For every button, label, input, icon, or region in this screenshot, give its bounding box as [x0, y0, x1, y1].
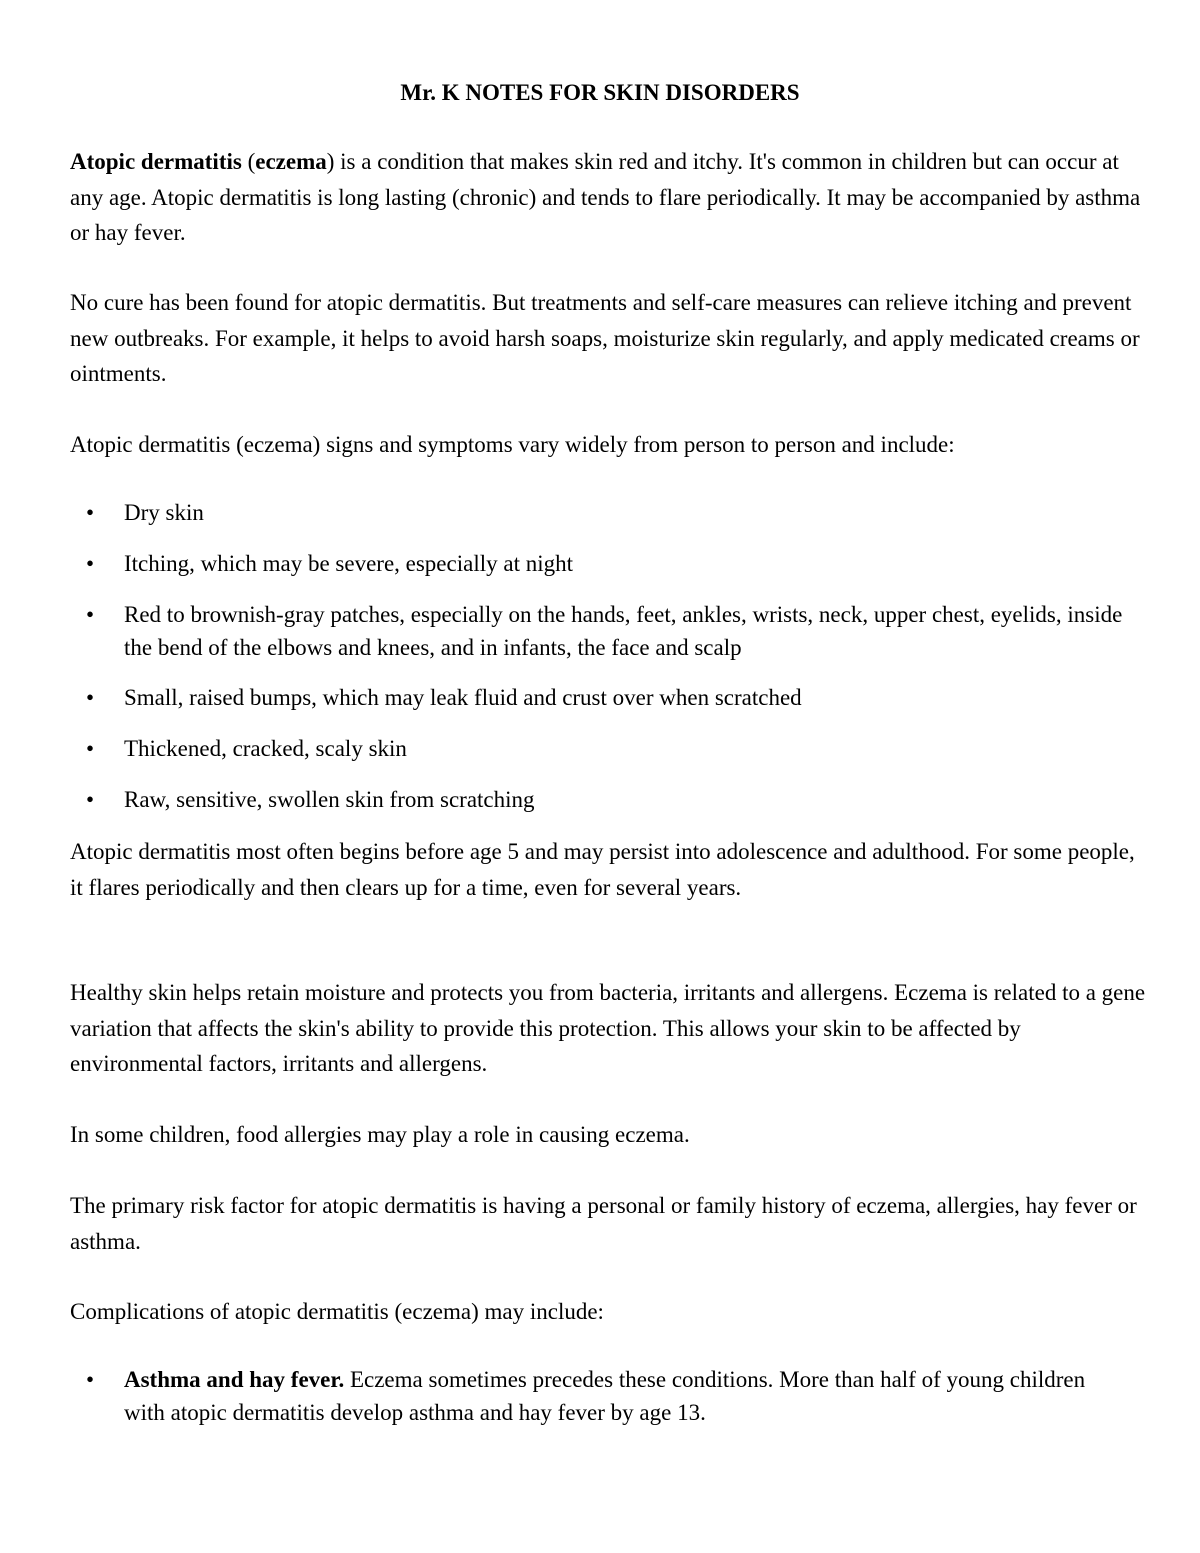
- healthy-skin-paragraph: Healthy skin helps retain moisture and protects you from bacteria, irritants and allergens. Eczema is related to a gene variation that affects the skin's ability to provide this protection. This allows your skin to be affected by environmental factors, irritants and allergens.: [70, 980, 1146, 1076]
- symptoms-intro-paragraph: Atopic dermatitis (eczema) signs and symptoms vary widely from person to person and include:: [70, 432, 955, 457]
- symptom-text: Red to brownish-gray patches, especially on the hands, feet, ankles, wrists, neck, upper chest, eyelids, inside the bend of the elbows and knees, and in infants, the face and scalp: [124, 602, 1123, 660]
- intro-paragraph: [70, 144, 1150, 251]
- symptom-text: Thickened, cracked, scaly skin: [124, 736, 407, 761]
- treatment-paragraph: No cure has been found for atopic dermatitis. But treatments and self-care measures can relieve itching and prevent new outbreaks. For example, it helps to avoid harsh soaps, moisturize skin regularly, and apply medicated creams or ointments.: [70, 290, 1140, 386]
- risk-factor-paragraph: The primary risk factor for atopic dermatitis is having a personal or family history of eczema, allergies, hay fever or asthma.: [70, 1193, 1137, 1254]
- intro-text: ) is a condition that makes skin red and itchy. It's common in children but can occur at any age. Atopic dermatitis is long lasting (chronic) and tends to flare periodically. It may be accompanied by asthma or hay fever.: [70, 149, 1141, 245]
- intro-paren-open: (: [241, 149, 256, 174]
- onset-paragraph: Atopic dermatitis most often begins before age 5 and may persist into adolescence and adulthood. For some people, it flares periodically and then clears up for a time, even for several years.: [70, 839, 1135, 900]
- complication-heading: Asthma and hay fever.: [124, 1367, 345, 1392]
- bullet-icon: •: [86, 1367, 95, 1392]
- symptom-text: Raw, sensitive, swollen skin from scratching: [124, 787, 535, 812]
- symptom-text: Small, raised bumps, which may leak fluid and crust over when scratched: [124, 685, 802, 710]
- bullet-icon: •: [86, 500, 95, 525]
- intro-term: Atopic dermatitis: [70, 149, 242, 174]
- symptom-text: Dry skin: [124, 500, 204, 525]
- bullet-icon: •: [86, 685, 95, 710]
- complication-text: [124, 1363, 1124, 1429]
- bullet-icon: •: [86, 602, 95, 627]
- symptom-text: Itching, which may be severe, especially at night: [124, 551, 573, 576]
- intro-term-eczema: eczema: [255, 149, 327, 174]
- document-title: Mr. K NOTES FOR SKIN DISORDERS: [400, 80, 800, 105]
- bullet-icon: •: [86, 736, 95, 761]
- bullet-icon: •: [86, 551, 95, 576]
- complication-body: Eczema sometimes precedes these conditions. More than half of young children with atopic dermatitis develop asthma and hay fever by age 13.: [124, 1367, 1086, 1425]
- food-allergies-paragraph: In some children, food allergies may play a role in causing eczema.: [70, 1122, 690, 1147]
- complications-intro-paragraph: Complications of atopic dermatitis (eczema) may include:: [70, 1299, 604, 1324]
- bullet-icon: •: [86, 787, 95, 812]
